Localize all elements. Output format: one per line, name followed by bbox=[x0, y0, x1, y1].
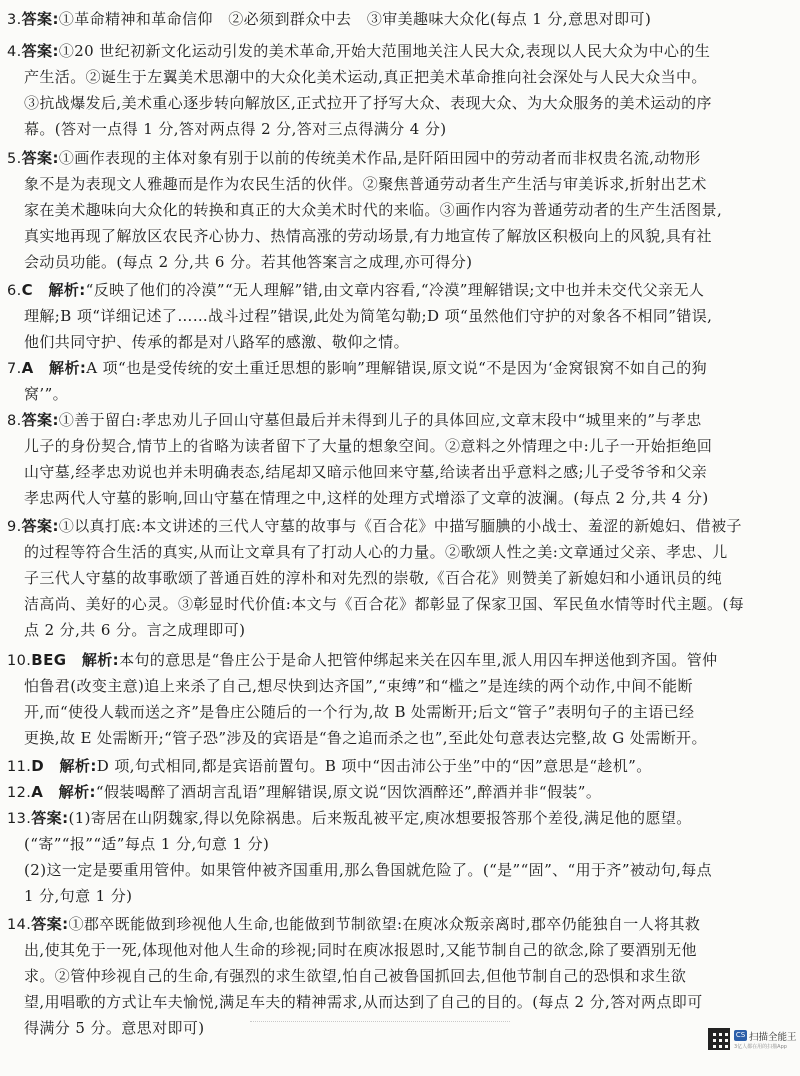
answer-text: 儿子的身份契合,情节上的省略为读者留下了大量的想象空间。②意料之外情理之中:儿子一开始拒绝回 bbox=[24, 437, 713, 455]
question-number: 4. bbox=[7, 44, 22, 60]
answer-text: ①郡卒既能做到珍视他人生命,也能做到节制欲望:在庾冰众叛亲离时,郡卒仍能独自一人将其救 bbox=[68, 915, 701, 933]
answer-text: (2)这一定是要重用管仲。如果管仲被齐国重用,那么鲁国就危险了。(“是”“固”、“用于齐”被动句,每点 bbox=[24, 861, 713, 879]
answer-label: 答案: bbox=[21, 517, 59, 535]
question-number: 13. bbox=[7, 811, 32, 827]
question-number: 14. bbox=[7, 917, 32, 933]
question-number: 8. bbox=[7, 413, 22, 429]
answer-text: 孝忠两代人守墓的影响,回山守墓在情理之中,这样的处理方式增添了文章的波澜。(每点 2 分,共 4 分) bbox=[24, 489, 709, 507]
answer-text: 得满分 5 分。意思对即可) bbox=[24, 1019, 205, 1037]
answer-text: 1 分,句意 1 分) bbox=[24, 887, 133, 905]
answer-text: 出,使其免于一死,体现他对他人生命的珍视;同时在庾冰报恩时,又能节制自己的欲念,除了要酒别无他 bbox=[24, 941, 697, 959]
answer-label: 答案: bbox=[21, 149, 59, 167]
question-number: 3. bbox=[7, 12, 22, 28]
camscanner-logo: CS bbox=[735, 1031, 746, 1039]
brand-name: 扫描全能王 bbox=[749, 1032, 797, 1043]
answer-text: 理解;B 项“详细记述了……战斗过程”错误,此处为简笔勾勒;D 项“虽然他们守护的对象各不相同”错误, bbox=[24, 307, 713, 325]
answer-label: 答案: bbox=[31, 809, 69, 827]
answer-text: ③抗战爆发后,美术重心逐步转向解放区,正式拉开了抒写大众、表现大众、为大众服务的美术运动的序 bbox=[24, 94, 712, 112]
answer-label: 答案: bbox=[21, 411, 59, 429]
answer-text: (1)寄居在山阴魏家,得以免除祸患。后来叛乱被平定,庾冰想要报答那个差役,满足他的愿望。 bbox=[68, 809, 692, 827]
answer-text: 怕鲁君(改变主意)追上来杀了自己,想尽快到达齐国”,“束缚”和“槛之”是连续的两个动作,中间不能断 bbox=[24, 677, 693, 695]
question-number: 10. bbox=[7, 653, 32, 669]
answer-label: 答案: bbox=[21, 42, 59, 60]
answer-text: 幕。(答对一点得 1 分,答对两点得 2 分,答对三点得满分 4 分) bbox=[24, 120, 447, 138]
answer-text: “假装喝醉了酒胡言乱语”理解错误,原文说“因饮酒醉还”,醉酒并非“假装”。 bbox=[95, 783, 602, 801]
question-number: 7. bbox=[7, 361, 22, 377]
answer-text: ①画作表现的主体对象有别于以前的传统美术作品,是阡陌田园中的劳动者而非权贵名流,动物形 bbox=[58, 149, 701, 167]
answer-text: A 项“也是受传统的安土重迁思想的影响”理解错误,原文说“不是因为‘金窝银窝不如自己的狗 bbox=[86, 359, 707, 377]
answer-label: A 解析: bbox=[31, 783, 96, 801]
answer-text: 点 2 分,共 6 分。言之成理即可) bbox=[24, 621, 246, 639]
answer-text: 山守墓,经孝忠劝说也并未明确表态,结尾却又暗示他回来守墓,给读者出乎意料之感;儿子受爷爷和父亲 bbox=[24, 463, 708, 481]
answer-text: ①善于留白:孝忠劝儿子回山守墓但最后并未得到儿子的具体回应,文章末段中“城里来的”与孝忠 bbox=[58, 411, 702, 429]
scanner-watermark bbox=[708, 1028, 796, 1054]
answer-label: 答案: bbox=[21, 10, 59, 28]
answer-label: BEG 解析: bbox=[31, 651, 120, 669]
answer-text: ①革命精神和革命信仰 ②必须到群众中去 ③审美趣味大众化(每点 1 分,意思对即可) bbox=[58, 10, 652, 28]
answer-text: 真实地再现了解放区农民齐心协力、热情高涨的劳动场景,有力地宣传了解放区积极向上的风貌,具有社 bbox=[24, 227, 712, 245]
question-number: 12. bbox=[7, 785, 32, 801]
answer-text: ①以真打底:本文讲述的三代人守墓的故事与《百合花》中描写腼腆的小战士、羞涩的新媳妇、借被子 bbox=[58, 517, 742, 535]
answer-text: 会动员功能。(每点 2 分,共 6 分。若其他答案言之成理,亦可得分) bbox=[24, 253, 473, 271]
answer-text: 开,而“使役人载而送之齐”是鲁庄公随后的一个行为,故 B 处需断开;后文“管子”表明句子的主语已经 bbox=[24, 703, 695, 721]
answer-text: 子三代人守墓的故事歌颂了普通百姓的淳朴和对先烈的崇敬,《百合花》则赞美了新媳妇和小通讯员的纯 bbox=[24, 569, 723, 587]
answer-text: D 项,句式相同,都是宾语前置句。B 项中“因击沛公于坐”中的“因”意思是“趁机”。 bbox=[96, 757, 652, 775]
answer-text: “反映了他们的冷漠”“无人理解”错,由文章内容看,“冷漠”理解错误;文中也并未交代父亲无人 bbox=[85, 281, 705, 299]
brand-subtitle: 3亿人都在用的扫描App bbox=[734, 1044, 787, 1050]
answer-label: A 解析: bbox=[21, 359, 87, 377]
answer-text: 家在美术趣味向大众化的转换和真正的大众美术时代的来临。③画作内容为普通劳动者的生产生活图景, bbox=[24, 201, 723, 219]
question-number: 11. bbox=[7, 759, 32, 775]
answer-text: 象不是为表现文人雅趣而是作为农民生活的伙伴。②聚焦普通劳动者生产生活与审美诉求,折射出艺术 bbox=[24, 175, 707, 193]
question-number: 5. bbox=[7, 151, 22, 167]
answer-text: 求。②管仲珍视自己的生命,有强烈的求生欲望,怕自己被鲁国抓回去,但他节制自己的恐惧和求生欲 bbox=[24, 967, 687, 985]
answer-text: 洁高尚、美好的心灵。③彰显时代价值:本文与《百合花》都彰显了保家卫国、军民鱼水情等时代主题。(每 bbox=[24, 595, 745, 613]
answer-text: 窝’”。 bbox=[24, 385, 69, 403]
qr-code-icon bbox=[708, 1028, 730, 1050]
answer-label: C 解析: bbox=[21, 281, 86, 299]
page-footer-divider bbox=[250, 1021, 510, 1026]
answer-text: (“寄”“报”“适”每点 1 分,句意 1 分) bbox=[24, 835, 270, 853]
answer-label: 答案: bbox=[31, 915, 69, 933]
answer-text: 本句的意思是“鲁庄公于是命人把管仲绑起来关在囚车里,派人用囚车押送他到齐国。管仲 bbox=[119, 651, 718, 669]
answer-text: 的过程等符合生活的真实,从而让文章具有了打动人心的力量。②歌颂人性之美:文章通过父亲、孝忠、儿 bbox=[24, 543, 728, 561]
answer-text: 产生活。②诞生于左翼美术思潮中的大众化美术运动,真正把美术革命推向社会深处与人民大众当中。 bbox=[24, 68, 707, 86]
answer-text: 更换,故 E 处需断开;“管子恐”涉及的宾语是“鲁之追而杀之也”,至此处句意表达完整,故 G 处需断开。 bbox=[24, 729, 707, 747]
answer-label: D 解析: bbox=[31, 757, 97, 775]
answer-text: 望,用唱歌的方式让车夫愉悦,满足车夫的精神需求,从而达到了自己的目的。(每点 2 分,答对两点即可 bbox=[24, 993, 703, 1011]
question-number: 6. bbox=[7, 283, 22, 299]
answer-text: ①20 世纪初新文化运动引发的美术革命,开始大范围地关注人民大众,表现以人民大众为中心的生 bbox=[58, 42, 711, 60]
question-number: 9. bbox=[7, 519, 22, 535]
answer-text: 他们共同守护、传承的都是对八路军的感激、敬仰之情。 bbox=[24, 333, 410, 351]
